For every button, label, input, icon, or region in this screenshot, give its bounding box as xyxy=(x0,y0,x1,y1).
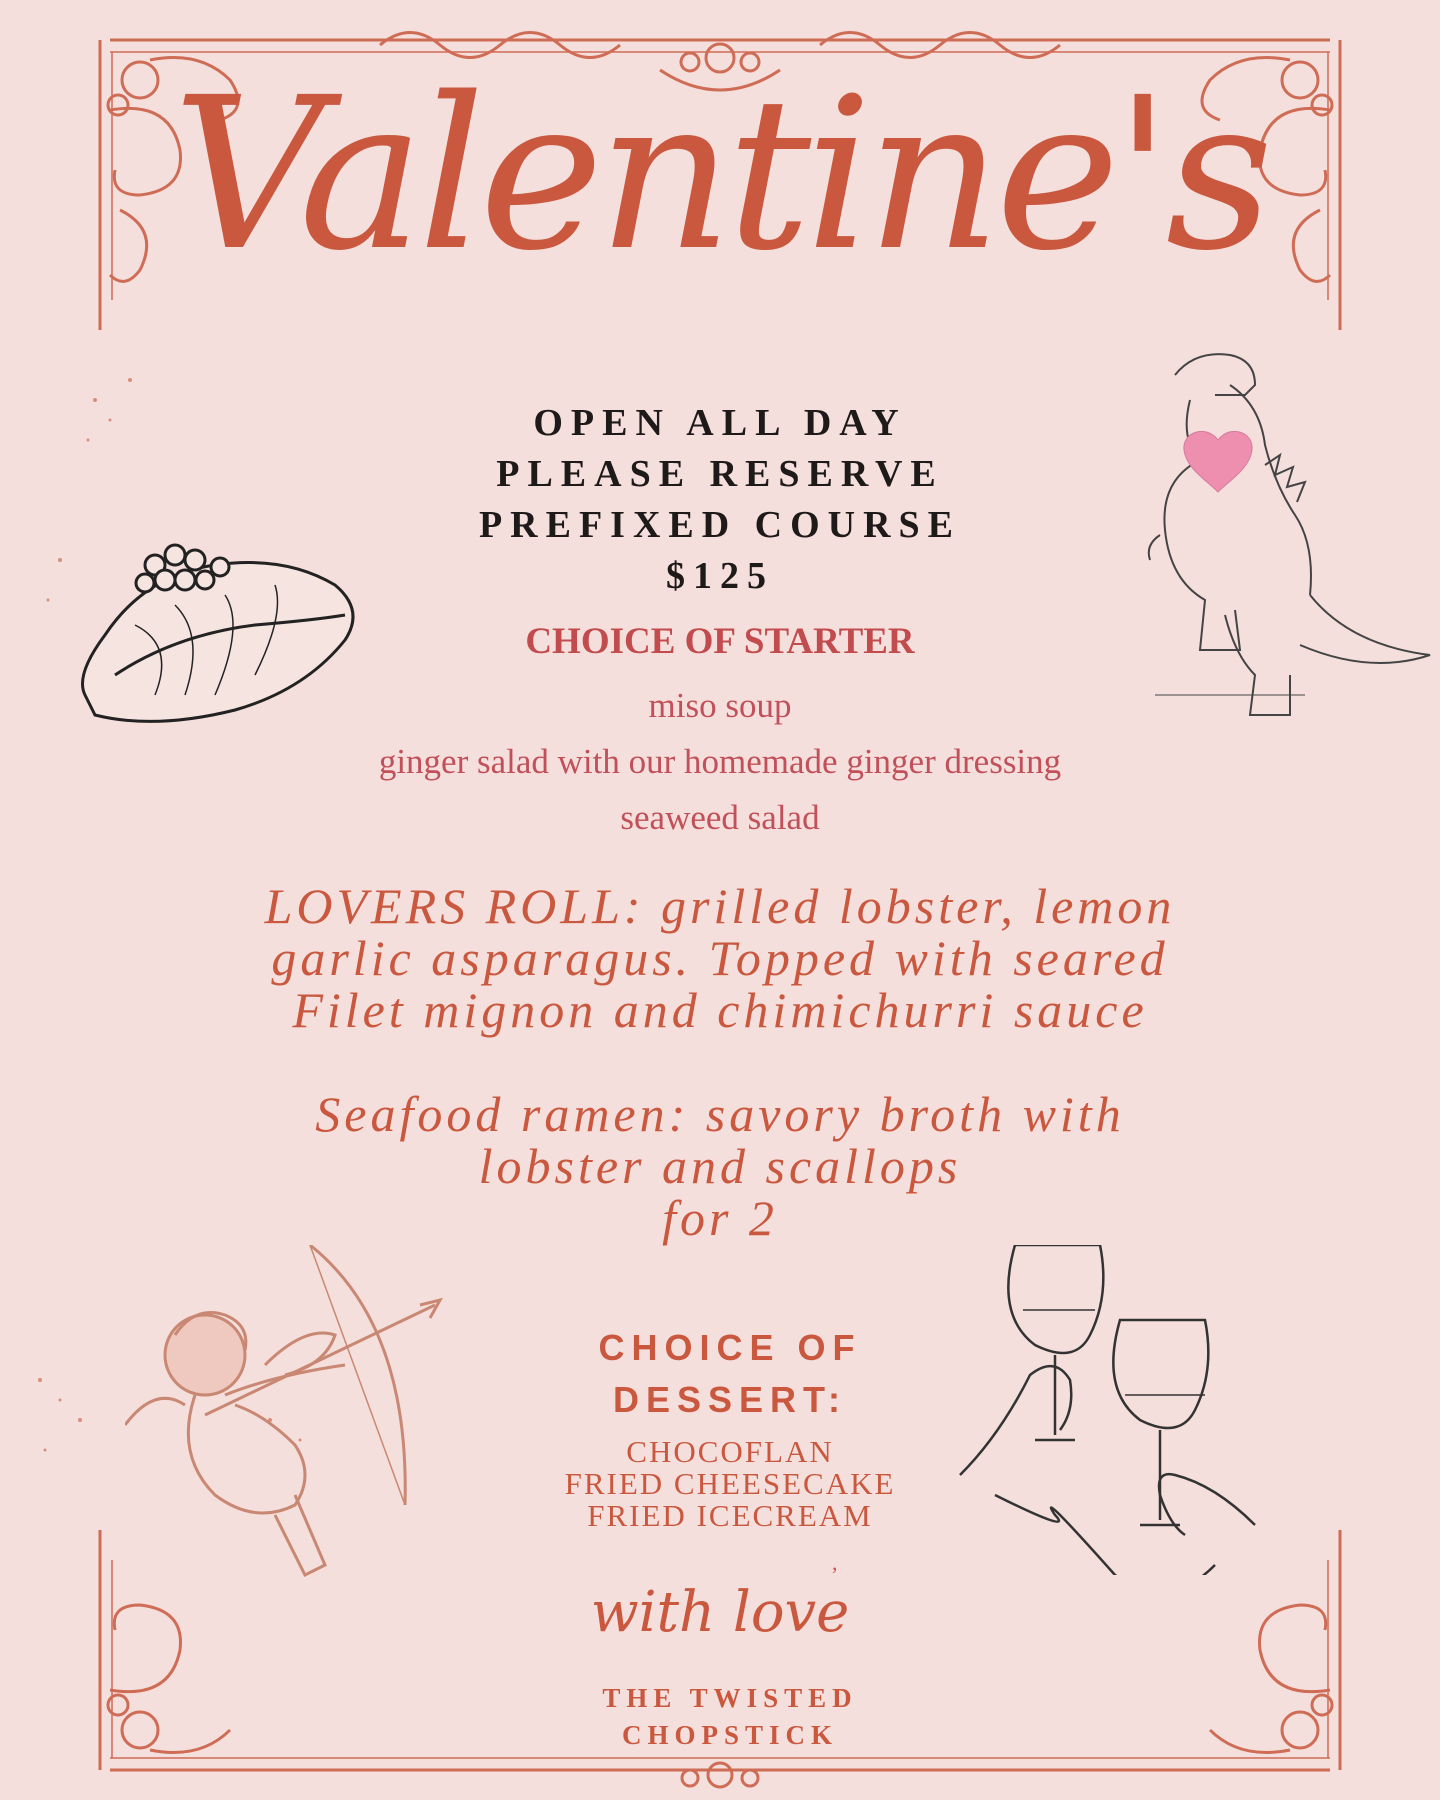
page-title: Valentine's xyxy=(172,52,1268,297)
dessert-item: FRIED CHEESECAKE xyxy=(564,1466,896,1501)
starter-item: miso soup xyxy=(648,686,792,725)
heart-icon xyxy=(1184,431,1252,492)
starter-item: ginger salad with our homemade ginger dressing xyxy=(378,742,1062,781)
price: $125 xyxy=(666,555,774,597)
restaurant-name xyxy=(540,1680,920,1754)
wine-glasses-icon xyxy=(955,1245,1285,1575)
entree-line: garlic asparagus. Topped with seared xyxy=(271,930,1169,986)
brand-line: THE TWISTED xyxy=(602,1683,858,1713)
brand-line: CHOPSTICK xyxy=(621,1720,839,1750)
info-line: PLEASE RESERVE xyxy=(496,453,944,495)
entree-line: Filet mignon and chimichurri sauce xyxy=(292,982,1148,1038)
entree-line: for 2 xyxy=(662,1190,778,1246)
entree-line: lobster and scallops xyxy=(478,1138,962,1194)
entree-line: LOVERS ROLL: grilled lobster, lemon xyxy=(264,878,1176,934)
dessert-item: CHOCOFLAN xyxy=(626,1434,834,1469)
sushi-nigiri-icon xyxy=(75,525,365,725)
sign-off: with love xyxy=(590,1580,850,1645)
dessert-list xyxy=(500,1436,960,1532)
starter-item: seaweed salad xyxy=(620,798,820,837)
entree-line: Seafood ramen: savory broth with xyxy=(315,1086,1125,1142)
dessert-heading-line: DESSERT: xyxy=(612,1379,848,1420)
starter-heading: CHOICE OF STARTER xyxy=(525,621,915,662)
info-line: OPEN ALL DAY xyxy=(533,402,907,444)
entree-seafood-ramen xyxy=(0,1088,1440,1244)
entree-lovers-roll xyxy=(0,880,1440,1036)
dessert-heading xyxy=(530,1322,930,1426)
info-line: PREFIXED COURSE xyxy=(478,504,962,546)
cupid-icon xyxy=(125,1245,445,1605)
godzilla-sketch-icon xyxy=(1135,345,1435,755)
trailing-mark: , xyxy=(832,1550,838,1575)
dessert-heading-line: CHOICE OF xyxy=(598,1327,862,1368)
dessert-item: FRIED ICECREAM xyxy=(587,1498,873,1533)
